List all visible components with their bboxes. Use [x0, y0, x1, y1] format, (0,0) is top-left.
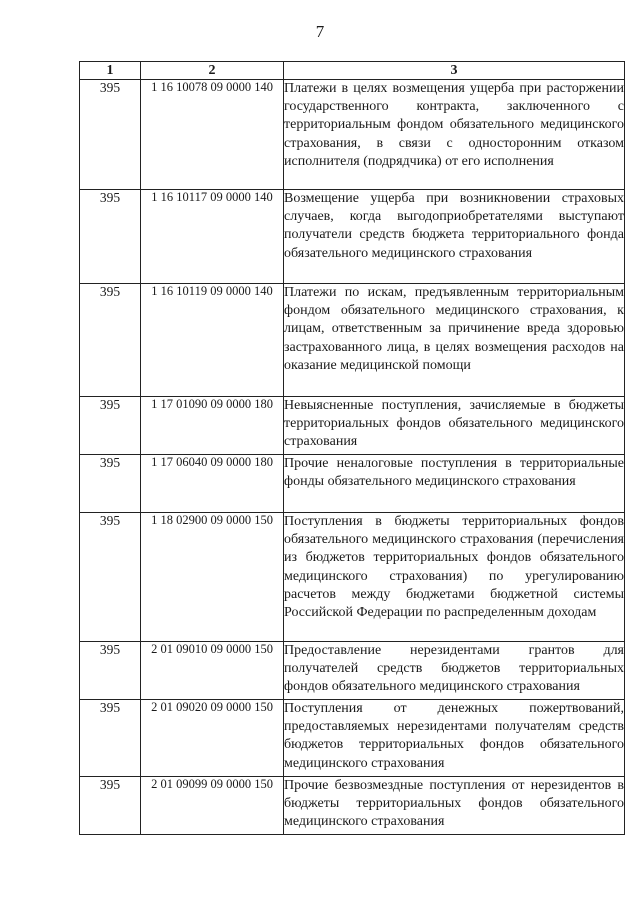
description-cell: Платежи по искам, предъявленным территориальным фондом обязательного медицинского страхования, к лицам, ответственным за причинение вреда здоровью застрахованного лица, в целях возмещения расходов на оказание медицинской помощи — [284, 284, 625, 397]
table-row — [80, 513, 625, 642]
description-cell: Поступления в бюджеты территориальных фондов обязательного медицинского страхования (перечисления из бюджетов территориальных фондов обязательного медицинского страхования) по урегулированию расчетов между бюджетами бюджетной системы Российской Федерации по распределенным доходам — [284, 513, 625, 642]
budget-codes-table — [79, 61, 625, 835]
budget-code-cell: 1 16 10078 09 0000 140 — [141, 80, 284, 190]
budget-code-cell: 1 16 10119 09 0000 140 — [141, 284, 284, 397]
description-cell: Прочие неналоговые поступления в территориальные фонды обязательного медицинского страхования — [284, 455, 625, 513]
admin-code-cell: 395 — [80, 513, 141, 642]
table-row — [80, 642, 625, 700]
admin-code-cell: 395 — [80, 80, 141, 190]
admin-code-cell: 395 — [80, 642, 141, 700]
budget-code-cell: 1 16 10117 09 0000 140 — [141, 190, 284, 284]
column-header-3: 3 — [284, 62, 625, 80]
column-header-2: 2 — [141, 62, 284, 80]
budget-code-cell: 1 18 02900 09 0000 150 — [141, 513, 284, 642]
page-number: 7 — [315, 22, 325, 41]
description-cell: Предоставление нерезидентами грантов для получателей средств бюджетов территориальных фондов обязательного медицинского страхования — [284, 642, 625, 700]
budget-code-cell: 2 01 09010 09 0000 150 — [141, 642, 284, 700]
description-cell: Возмещение ущерба при возникновении страховых случаев, когда выгодоприобретателями выступают получатели средств бюджета территориального фонда обязательного медицинского страхования — [284, 190, 625, 284]
description-cell: Платежи в целях возмещения ущерба при расторжении государственного контракта, заключенного с территориальным фондом обязательного медицинского страхования, в связи с односторонним отказом исполнителя (подрядчика) от его исполнения — [284, 80, 625, 190]
column-header-1: 1 — [80, 62, 141, 80]
budget-code-cell: 2 01 09020 09 0000 150 — [141, 700, 284, 777]
table-row — [80, 284, 625, 397]
description-cell: Невыясненные поступления, зачисляемые в бюджеты территориальных фондов обязательного медицинского страхования — [284, 397, 625, 455]
table-row — [80, 455, 625, 513]
admin-code-cell: 395 — [80, 700, 141, 777]
table-row — [80, 397, 625, 455]
budget-code-cell: 2 01 09099 09 0000 150 — [141, 777, 284, 835]
table-row — [80, 80, 625, 190]
description-cell: Поступления от денежных пожертвований, предоставляемых нерезидентами получателям средств бюджетов территориальных фондов обязательного медицинского страхования — [284, 700, 625, 777]
table-row — [80, 777, 625, 835]
admin-code-cell: 395 — [80, 455, 141, 513]
admin-code-cell: 395 — [80, 190, 141, 284]
admin-code-cell: 395 — [80, 397, 141, 455]
budget-code-cell: 1 17 01090 09 0000 180 — [141, 397, 284, 455]
description-cell: Прочие безвозмездные поступления от нерезидентов в бюджеты территориальных фондов обязательного медицинского страхования — [284, 777, 625, 835]
budget-code-cell: 1 17 06040 09 0000 180 — [141, 455, 284, 513]
table-header-row — [80, 62, 625, 80]
table-row — [80, 700, 625, 777]
table-row — [80, 190, 625, 284]
admin-code-cell: 395 — [80, 284, 141, 397]
admin-code-cell: 395 — [80, 777, 141, 835]
